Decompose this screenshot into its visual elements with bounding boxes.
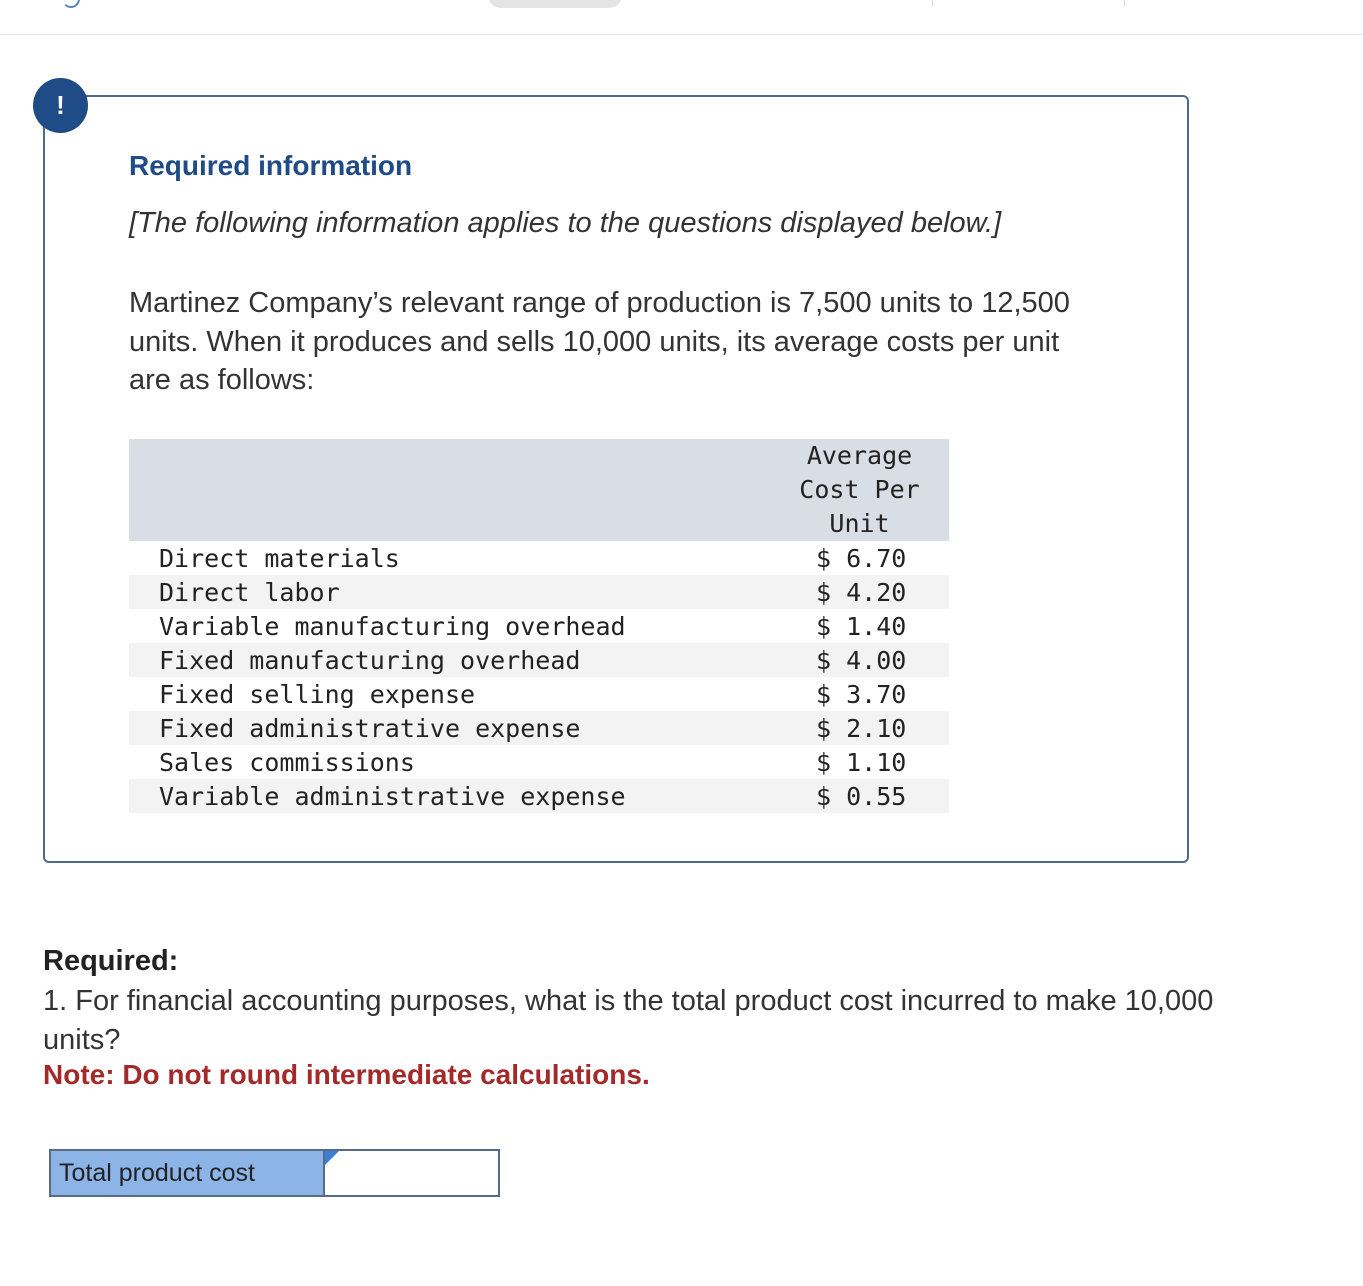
table-row <box>129 711 949 745</box>
cost-table <box>129 439 949 813</box>
row-label: Variable administrative expense <box>159 781 626 811</box>
row-label: Fixed manufacturing overhead <box>159 645 581 675</box>
table-row <box>129 575 949 609</box>
table-row <box>129 779 949 813</box>
table-row <box>129 541 949 575</box>
row-value: $ 1.10 <box>816 747 907 777</box>
required-heading: Required: <box>43 945 179 977</box>
row-value: $ 3.70 <box>816 679 907 709</box>
cost-table-header <box>129 439 949 541</box>
input-flag-icon <box>325 1151 339 1165</box>
row-value: $ 4.00 <box>816 645 907 675</box>
loading-arc-icon <box>62 0 80 8</box>
total-product-cost-input[interactable] <box>325 1151 498 1195</box>
top-toolbar <box>0 0 1363 35</box>
row-label: Direct labor <box>159 577 340 607</box>
answer-cell[interactable] <box>325 1151 498 1195</box>
toolbar-divider <box>1124 0 1125 6</box>
table-row <box>129 745 949 779</box>
cost-table-body <box>129 541 949 813</box>
row-value: $ 4.20 <box>816 577 907 607</box>
row-label: Variable manufacturing overhead <box>159 611 626 641</box>
problem-statement: Martinez Company’s relevant range of production is 7,500 units to 12,500 units. When it produces and sells 10,000 units, its average costs per unit are as follows: <box>129 287 1070 396</box>
table-row <box>129 677 949 711</box>
table-row <box>129 643 949 677</box>
panel-title: Required information <box>129 150 413 181</box>
row-label: Direct materials <box>159 543 400 573</box>
row-value: $ 0.55 <box>816 781 907 811</box>
rounding-note: Note: Do not round intermediate calculations. <box>43 1059 650 1090</box>
header-label-cell <box>129 439 770 541</box>
answer-row <box>49 1149 500 1197</box>
table-row <box>129 609 949 643</box>
toolbar-divider <box>932 0 933 6</box>
row-label: Sales commissions <box>159 747 415 777</box>
question-text: 1. For financial accounting purposes, what is the total product cost incurred to make 10,000 units? <box>43 985 1214 1056</box>
toolbar-pill-button[interactable] <box>488 0 622 8</box>
header-average-cost-per-unit: Average Cost Per Unit <box>799 441 920 538</box>
row-label: Fixed selling expense <box>159 679 476 709</box>
alert-icon: ! <box>33 78 88 133</box>
row-value: $ 2.10 <box>816 713 907 743</box>
answer-label: Total product cost <box>51 1151 325 1195</box>
row-value: $ 6.70 <box>816 543 907 573</box>
row-value: $ 1.40 <box>816 611 907 641</box>
row-label: Fixed administrative expense <box>159 713 581 743</box>
panel-subtitle: [The following information applies to the questions displayed below.] <box>129 207 1002 239</box>
